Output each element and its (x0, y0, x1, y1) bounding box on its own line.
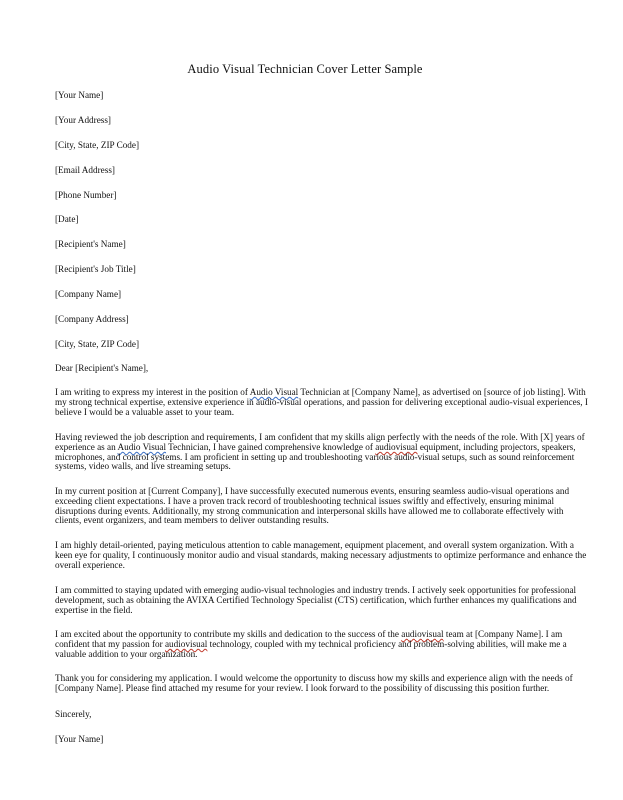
body-paragraph (55, 432, 585, 472)
paragraph-line: clients, event organizers, and team members to deliver outstanding results. (55, 515, 329, 526)
paragraph-line: disruptions during events. Additionally, my strong communication and interpersonal skills have allowed me to collaborate effectively with (55, 505, 564, 516)
spellcheck-word: audiovisual (401, 629, 444, 639)
paragraph-line: exceeding client expectations. I have a proven track record of troubleshooting technical issues swiftly and effectively, ensuring minimal (55, 495, 555, 506)
closing: Sincerely, (55, 709, 92, 719)
recipient-name: [Recipient's Name] (55, 239, 126, 249)
paragraph-line: keen eye for quality, I continuously monitor audio and visual standards, making necessary adjustments to optimize performance and enhance the (55, 549, 587, 560)
paragraph-line: [Company Name]. Please find attached my resume for your review. I look forward to the possibility of discussing this position further. (55, 682, 550, 693)
letter-date: [Date] (55, 214, 79, 224)
recipient-job-title: [Recipient's Job Title] (55, 264, 136, 274)
paragraph-line: Having reviewed the job description and requirements, I am confident that my skills align perfectly with the needs of the role. With [X] years of (55, 432, 585, 442)
document-title: Audio Visual Technician Cover Letter Sample (187, 62, 423, 76)
sender-email: [Email Address] (55, 165, 115, 175)
paragraph-line: overall experience. (55, 559, 125, 570)
body-paragraph (55, 629, 567, 659)
salutation: Dear [Recipient's Name], (55, 363, 149, 373)
paragraph-line: systems, video walls, and live streaming setups. (55, 461, 231, 472)
paragraph-line: In my current position at [Current Company], I have successfully executed numerous events, ensuring seamless audio-visual operations and (55, 486, 570, 496)
paragraph-line: Thank you for considering my application. I would welcome the opportunity to discuss how my skills and experience align with the needs of (55, 673, 573, 683)
paragraph-line: I am highly detail-oriented, paying meticulous attention to cable management, equipment placement, and overall system organization. With a (55, 540, 574, 550)
paragraph-line: microphones, and control systems. I am proficient in setting up and troubleshooting various audio-visual setups, such as sound reinforcement (55, 451, 575, 462)
sender-phone: [Phone Number] (55, 190, 117, 200)
body-paragraph (55, 486, 570, 526)
paragraph-line: I am committed to staying updated with emerging audio-visual technologies and industry trends. I actively seek opportunities for professional (55, 585, 577, 595)
paragraph-line: expertise in the field. (55, 604, 133, 615)
sender-address: [Your Address] (55, 115, 111, 125)
recipient-company-address: [Company Address] (55, 314, 129, 324)
signature: [Your Name] (55, 734, 104, 744)
body-paragraph (55, 673, 573, 694)
paragraph-line: development, such as obtaining the AVIXA Certified Technology Specialist (CTS) certification, which further enhances my qualifications and (55, 594, 577, 605)
spellcheck-word: Audio Visual (249, 387, 299, 397)
paragraph-line: experience as an Audio Visual Technician, I have gained comprehensive knowledge of audiovisual equipment, including projectors, speakers, (55, 441, 576, 452)
spellcheck-word: audiovisual (375, 441, 418, 452)
paragraph-line: valuable addition to your organization. (55, 648, 198, 659)
spellcheck-word: audiovisual (164, 638, 208, 649)
paragraph-line: I am writing to express my interest in the position of Audio Visual Technician at [Company Name], as advertised on [source of job listing]. With (55, 387, 586, 397)
paragraph-line: confident that my passion for audiovisual technology, coupled with my technical proficiency and problem-solving abilities, will make me a (55, 638, 567, 649)
sender-name: [Your Name] (55, 90, 104, 100)
recipient-city-state-zip: [City, State, ZIP Code] (55, 339, 140, 349)
body-paragraph (55, 540, 587, 570)
paragraph-line: my strong technical expertise, extensive experience in audio-visual operations, and passion for delivering exceptional audio-visual experiences, I (55, 396, 588, 407)
spellcheck-word: Audio Visual (117, 441, 167, 452)
body-paragraph (55, 387, 588, 417)
body-paragraph (55, 585, 577, 615)
paragraph-line: believe I would be a valuable asset to your team. (55, 406, 235, 417)
recipient-company: [Company Name] (55, 289, 122, 299)
paragraph-line: I am excited about the opportunity to contribute my skills and dedication to the success of the audiovisual team at [Company Name]. I am (55, 629, 563, 639)
sender-city-state-zip: [City, State, ZIP Code] (55, 140, 140, 150)
